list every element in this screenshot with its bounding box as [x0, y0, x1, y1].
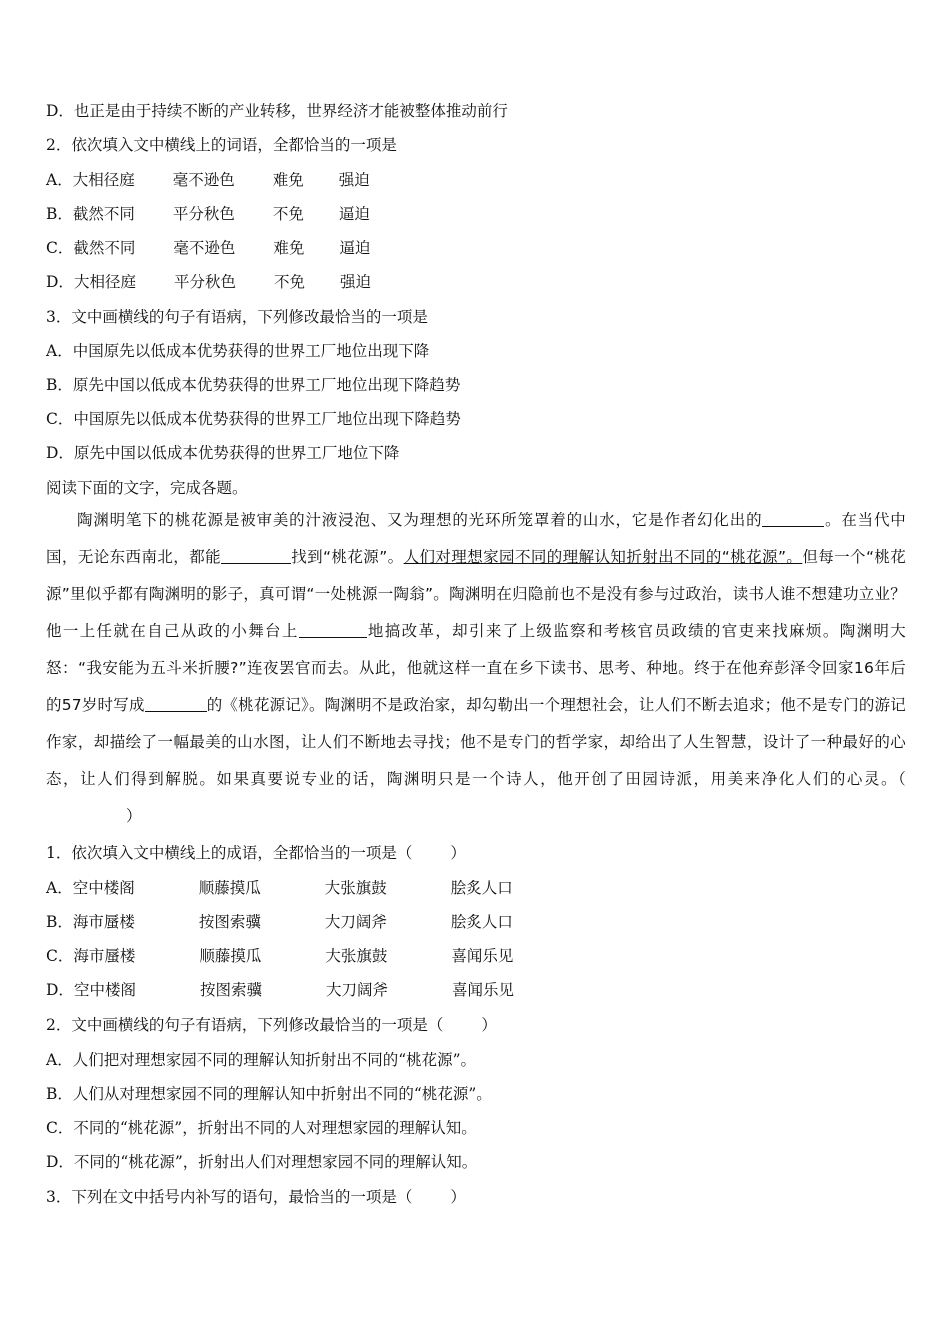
s2-q2-option-c: C．不同的“桃花源”，折射出不同的人对理想家园的理解认知。: [46, 1119, 477, 1137]
q2-stem: 2．依次填入文中横线上的词语，全都恰当的一项是: [46, 136, 397, 154]
reading-passage: [46, 502, 906, 835]
q3-option-c: C．中国原先以低成本优势获得的世界工厂地位出现下降趋势: [46, 410, 461, 428]
s2-q2-option-d: D．不同的“桃花源”，折射出人们对理想家园不同的理解认知。: [46, 1153, 478, 1171]
s2-q2-stem: 2．文中画横线的句子有语病，下列修改最恰当的一项是（ ）: [46, 1016, 497, 1034]
s2-q1-option-c: C．海市蜃楼 顺藤摸瓜 大张旗鼓 喜闻乐见: [46, 947, 514, 965]
q2-option-d: D．大相径庭 平分秋色 不免 强迫: [46, 273, 371, 291]
blank-2: [221, 548, 291, 565]
passage-paragraph: 陶渊明笔下的桃花源是被审美的汁液浸泡、又为理想的光环所笼罩着的山水，它是作者幻化出的 。在当代中国，无论东西南北，都能 找到“桃花源”。人们对理想家园不同的理解认知折射出不同的“桃花源”。但每一个“桃花源”里似乎都有陶渊明的影子，真可谓“一处桃源一陶翁”。陶渊明在归隐前也不是没有参与过政治，读书人谁不想建功立业？他一上任就在自己从政的小舞台上 地搞改革，却引来了上级监察和考核官员政绩的官吏来找麻烦。陶渊明大怒：“我安能为五斗米折腰?”连夜罢官而去。从此，他就这样一直在乡下读书、思考、种地。终于在他弃彭泽令回家16年后的57岁时写成 的《桃花源记》。陶渊明不是政治家，却勾勒出一个理想社会，让人们不断去追求；他不是专门的游记作家，却描绘了一幅最美的山水图，让人们不断地去寻找；他不是专门的哲学家，却给出了人生智慧，设计了一种最好的心态，让人们得到解脱。如果真要说专业的话，陶渊明只是一个诗人，他开创了田园诗派，用美来净化人们的心灵。（）: [46, 511, 907, 825]
underlined-sentence: 人们对理想家园不同的理解认知折射出不同的“桃花源”。: [403, 548, 803, 566]
s2-q1-option-b: B．海市蜃楼 按图索骥 大刀阔斧 脍炙人口: [46, 913, 513, 931]
blank-4: [145, 696, 207, 713]
blank-1: [762, 511, 824, 528]
reading-intro: 阅读下面的文字，完成各题。: [46, 479, 248, 497]
q3-option-d: D．原先中国以低成本优势获得的世界工厂地位下降: [46, 444, 400, 462]
s2-q3-stem: 3．下列在文中括号内补写的语句，最恰当的一项是（ ）: [46, 1188, 466, 1206]
q2-option-a: A．大相径庭 毫不逊色 难免 强迫: [46, 171, 370, 189]
s2-q2-option-a: A．人们把对理想家园不同的理解认知折射出不同的“桃花源”。: [46, 1051, 477, 1069]
s2-q1-option-d: D．空中楼阁 按图索骥 大刀阔斧 喜闻乐见: [46, 981, 514, 999]
s2-q2-option-b: B．人们从对理想家园不同的理解认知中折射出不同的“桃花源”。: [46, 1085, 492, 1103]
s2-q1-stem: 1．依次填入文中横线上的成语，全都恰当的一项是（ ）: [46, 844, 466, 862]
q3-option-a: A．中国原先以低成本优势获得的世界工厂地位出现下降: [46, 342, 430, 360]
q3-option-b: B．原先中国以低成本优势获得的世界工厂地位出现下降趋势: [46, 376, 461, 394]
s2-q1-option-a: A．空中楼阁 顺藤摸瓜 大张旗鼓 脍炙人口: [46, 879, 513, 897]
q3-stem: 3．文中画横线的句子有语病，下列修改最恰当的一项是: [46, 308, 428, 326]
blank-3: [299, 622, 367, 639]
q2-option-c: C．截然不同 毫不逊色 难免 逼迫: [46, 239, 371, 257]
prev-option-d: D．也正是由于持续不断的产业转移，世界经济才能被整体推动前行: [46, 102, 508, 120]
q2-option-b: B．截然不同 平分秋色 不免 逼迫: [46, 205, 370, 223]
